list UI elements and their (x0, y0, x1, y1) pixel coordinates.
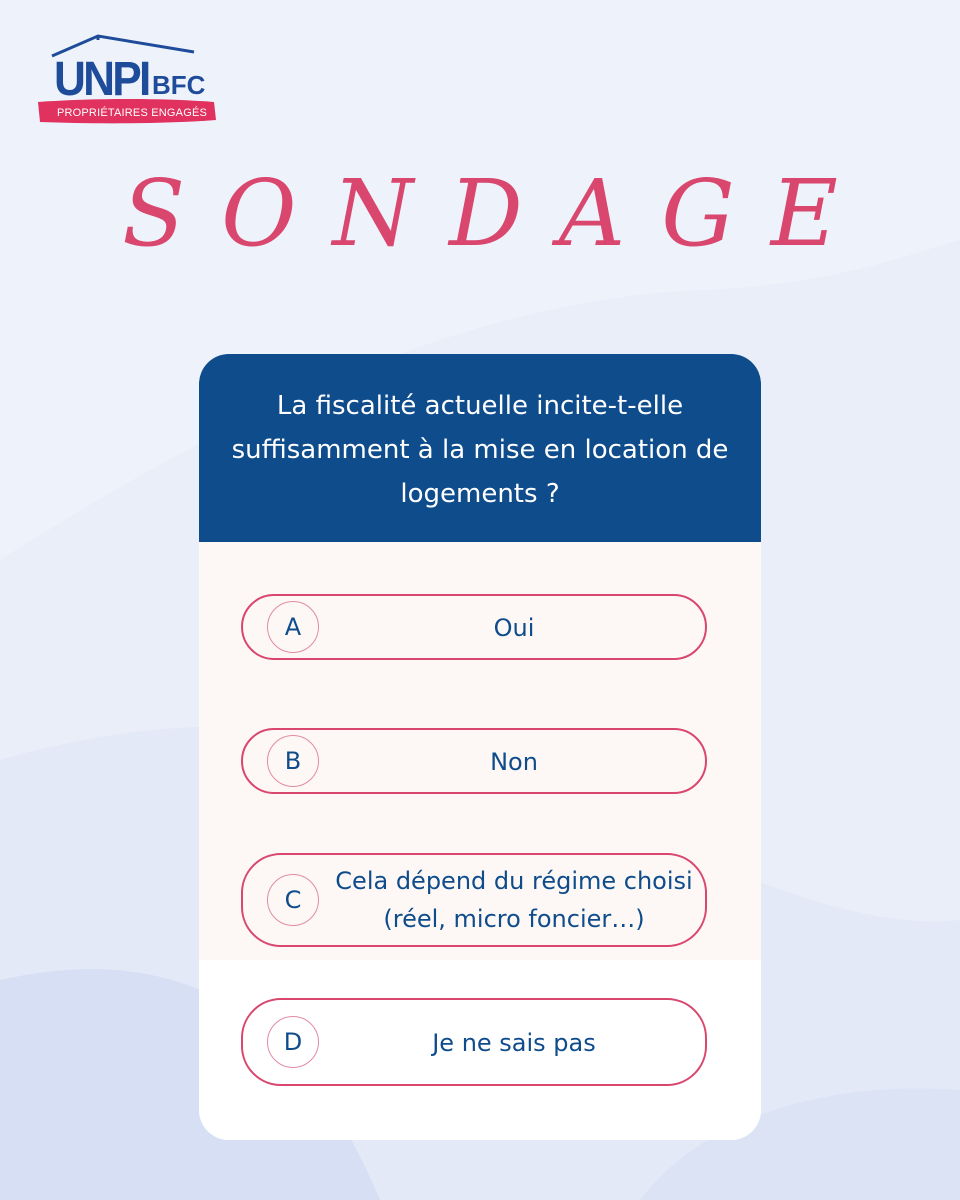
option-a[interactable] (241, 594, 707, 660)
option-letter-badge: A (267, 601, 319, 653)
option-d[interactable] (241, 998, 707, 1086)
option-letter-badge: B (267, 735, 319, 787)
option-label (323, 862, 705, 938)
option-letter-badge: C (267, 874, 319, 926)
option-label-line-2: (réel, micro foncier…) (383, 905, 645, 933)
brand-logo (34, 34, 219, 126)
option-label: Je ne sais pas (432, 1029, 596, 1057)
option-c[interactable] (241, 853, 707, 947)
logo-tagline: PROPRIÉTAIRES ENGAGÉS (56, 107, 208, 119)
option-letter-badge: D (267, 1016, 319, 1068)
logo-unpi-text: UNPI (54, 53, 149, 106)
poll-question: La fiscalité actuelle incite-t-elle suffisamment à la mise en location de logements ? (231, 391, 729, 509)
page-title: SONDAGE (122, 160, 874, 267)
question-header (199, 354, 761, 542)
option-label: Oui (493, 614, 535, 642)
poll-card (199, 354, 761, 1140)
option-label: Non (490, 748, 538, 776)
option-b[interactable] (241, 728, 707, 794)
logo-region-text: BFC (152, 70, 206, 100)
option-label-line-1: Cela dépend du régime choisi (335, 867, 693, 895)
